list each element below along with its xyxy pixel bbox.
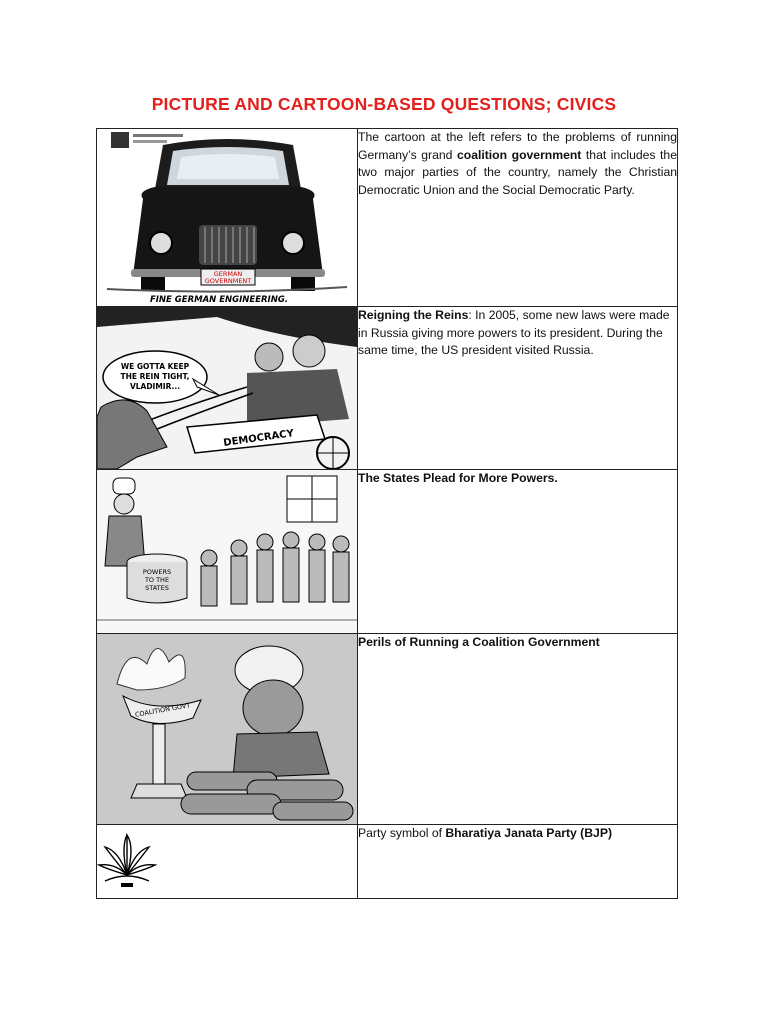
table-row bbox=[97, 307, 678, 470]
party-symbol-cell bbox=[97, 825, 358, 899]
cartoon-car-cell bbox=[97, 129, 358, 307]
description-cell bbox=[358, 634, 678, 825]
speech-line-2: THE REIN TIGHT, bbox=[120, 372, 190, 381]
table-row bbox=[97, 634, 678, 825]
description-cell bbox=[358, 129, 678, 307]
cartoon-caption: FINE GERMAN ENGINEERING. bbox=[149, 295, 289, 305]
cartoon-coalition-cell bbox=[97, 634, 358, 825]
torch-label: COALITION GOVT bbox=[134, 701, 191, 719]
cartoon-car-illustration bbox=[97, 129, 357, 306]
table-row bbox=[97, 825, 678, 899]
speech-line-3: VLADIMIR... bbox=[129, 382, 181, 391]
description-cell bbox=[358, 825, 678, 899]
car-plate-label-line2: GOVERNMENT bbox=[204, 277, 252, 285]
page-title: PICTURE AND CARTOON-BASED QUESTIONS; CIVICS bbox=[151, 94, 617, 114]
speech-line-1: WE GOTTA KEEP bbox=[120, 362, 190, 371]
pot-label-line2: TO THE bbox=[144, 576, 170, 584]
description-cell bbox=[358, 470, 678, 634]
pot-label-line1: POWERS bbox=[142, 568, 172, 576]
lotus-icon bbox=[97, 825, 357, 898]
cartoon-reins-cell bbox=[97, 307, 358, 470]
cartoon-reins-illustration bbox=[97, 307, 357, 469]
row-description: Perils of Running a Coalition Government bbox=[358, 635, 600, 649]
cartoon-coalition-illustration bbox=[97, 634, 357, 824]
row-description: Party symbol of Bharatiya Janata Party (BJP) bbox=[358, 826, 613, 840]
cartoon-states-illustration bbox=[97, 470, 357, 633]
table-row bbox=[97, 470, 678, 634]
cartoon-question-table bbox=[96, 128, 678, 899]
cartoon-states-cell bbox=[97, 470, 358, 634]
row-description: Reigning the Reins: In 2005, some new laws were made in Russia giving more powers to its president. During the same time, the US president visited Russia. bbox=[358, 308, 670, 357]
table-row bbox=[97, 129, 678, 307]
carriage-label: DEMOCRACY bbox=[222, 428, 295, 449]
row-description: The States Plead for More Powers. bbox=[358, 471, 558, 485]
car-plate-label-line1: GERMAN bbox=[213, 270, 243, 278]
description-cell bbox=[358, 307, 678, 470]
pot-label-line3: STATES bbox=[145, 584, 169, 592]
row-description: The cartoon at the left refers to the problems of running Germany’s grand coalition government that includes the two major parties of the country, namely the Christian Democratic Union and the Social Democratic Party. bbox=[358, 130, 677, 197]
